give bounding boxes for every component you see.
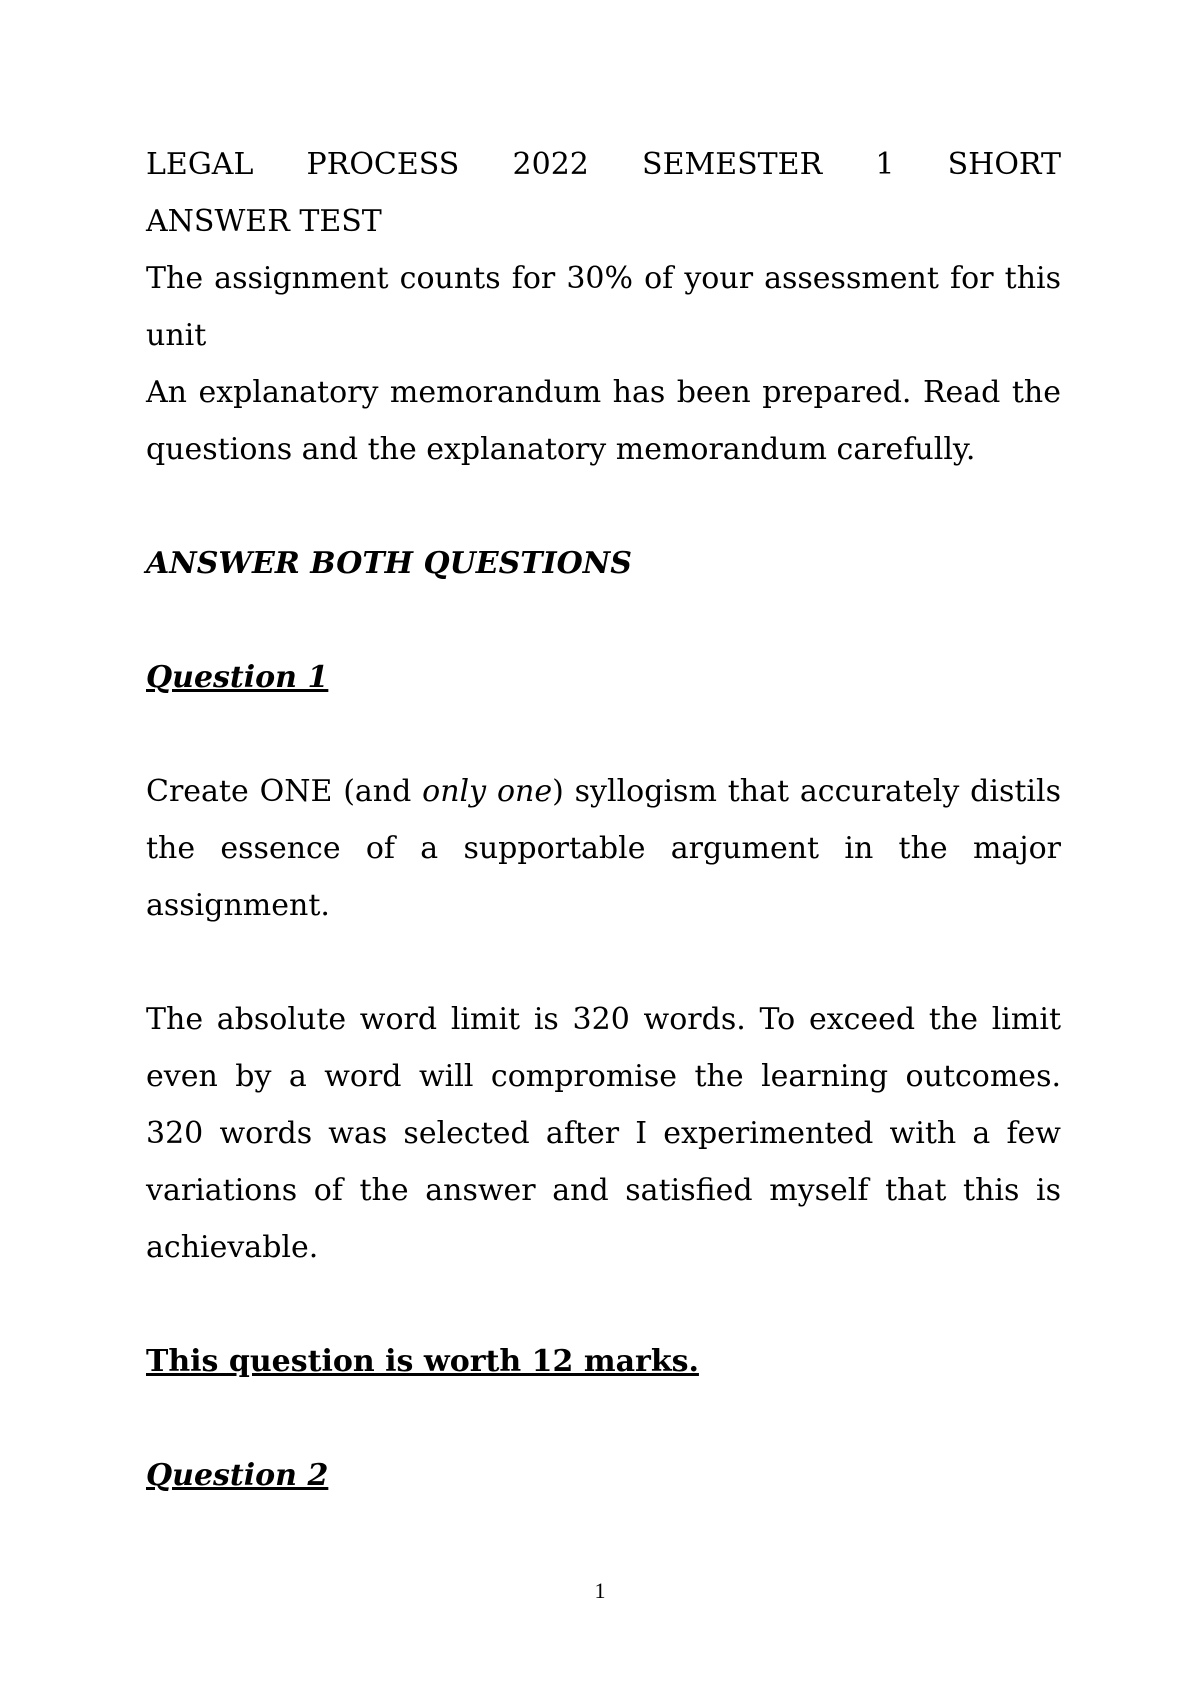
assessment-weight-paragraph: The assignment counts for 30% of your assessment for this unit bbox=[146, 261, 1061, 353]
spacer bbox=[146, 592, 1061, 649]
spacer bbox=[146, 706, 1061, 763]
question-1-prompt-start: Create ONE (and bbox=[146, 774, 423, 809]
question-1-marks: This question is worth 12 marks. bbox=[146, 1344, 699, 1379]
instruction-heading: ANSWER BOTH QUESTIONS bbox=[146, 546, 632, 581]
spacer bbox=[146, 934, 1061, 991]
question-1-prompt bbox=[146, 763, 1061, 934]
document-title-line-2: ANSWER TEST bbox=[146, 204, 382, 239]
word-limit-paragraph: The absolute word limit is 320 words. To exceed the limit even by a word will compromise the learning outcomes. 320 words was selected after I experimented with a few variations of the answer and satisfied myself that this is achievable. bbox=[146, 1002, 1061, 1265]
spacer bbox=[146, 1390, 1061, 1447]
question-2-heading: Question 2 bbox=[146, 1458, 329, 1493]
document-title-line-1: LEGAL PROCESS 2022 SEMESTER 1 SHORT bbox=[146, 147, 1061, 182]
page-number: 1 bbox=[594, 1578, 606, 1603]
memorandum-paragraph: An explanatory memorandum has been prepared. Read the questions and the explanatory memorandum carefully. bbox=[146, 375, 1061, 467]
question-1-heading: Question 1 bbox=[146, 660, 329, 695]
question-1-prompt-end: ) syllogism that accurately distils the essence of a supportable argument in the major assignment. bbox=[146, 774, 1061, 923]
spacer bbox=[146, 1276, 1061, 1333]
spacer bbox=[146, 478, 1061, 535]
question-1-prompt-emphasis: only one bbox=[422, 774, 553, 809]
document-body bbox=[146, 136, 1061, 1504]
